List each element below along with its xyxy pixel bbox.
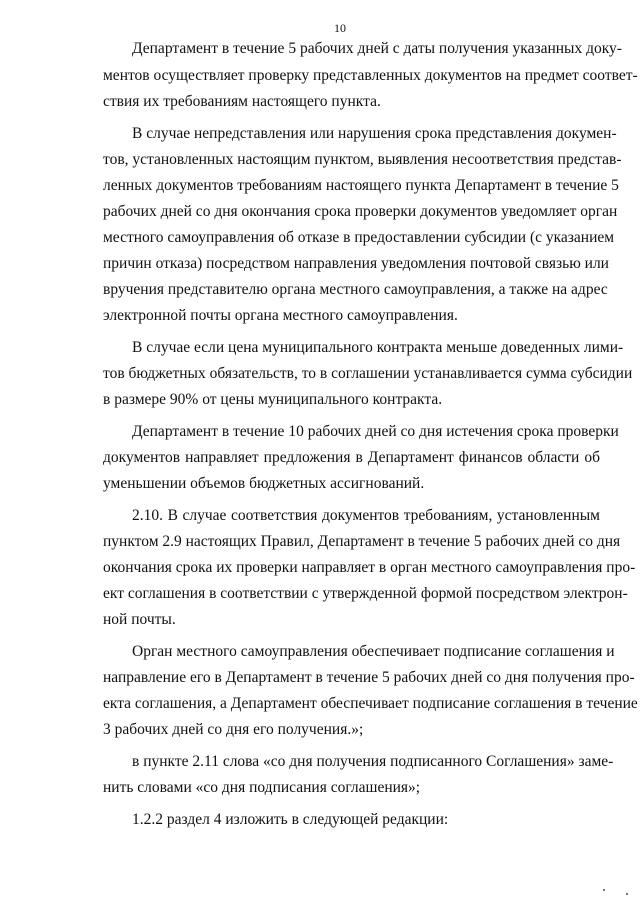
text-line: рабочих дней со дня окончания срока проверки документов уведомляет орган xyxy=(103,203,618,220)
text-line: Департамент в течение 5 рабочих дней с даты получения указанных доку- xyxy=(132,40,622,57)
text-line: Департамент в течение 10 рабочих дней со дня истечения срока проверки xyxy=(132,423,619,440)
text-line: тов, установленных настоящим пунктом, выявления несоответствия представ- xyxy=(103,151,622,168)
text-line: ментов осуществляет проверку представленных документов на предмет соответ- xyxy=(103,67,638,84)
scan-speck xyxy=(626,893,628,895)
text-line: местного самоуправления об отказе в предоставлении субсидии (с указанием xyxy=(103,229,615,246)
text-line: пунктом 2.9 настоящих Правил, Департамент в течение 5 рабочих дней со дня xyxy=(103,533,621,550)
text-line: в размере 90% от цены муниципального контракта. xyxy=(103,391,443,408)
text-line: Орган местного самоуправления обеспечивает подписание соглашения и xyxy=(132,643,615,660)
text-line: В случае если цена муниципального контракта меньше доведенных лими- xyxy=(132,339,624,356)
text-line: документов направляет предложения в Департамент финансов области об xyxy=(103,449,600,466)
text-line: окончания срока их проверки направляет в орган местного самоуправления про- xyxy=(103,559,636,576)
text-line: 1.2.2 раздел 4 изложить в следующей редакции: xyxy=(132,811,449,828)
text-line: в пункте 2.11 слова «со дня получения подписанного Соглашения» заме- xyxy=(132,753,614,770)
text-line: вручения представителю органа местного самоуправления, а также на адрес xyxy=(103,281,608,298)
text-line: В случае непредставления или нарушения срока представления докумен- xyxy=(132,125,617,142)
text-line: тов бюджетных обязательств, то в соглашении устанавливается сумма субсидии xyxy=(103,365,633,382)
page-number: 10 xyxy=(334,21,346,35)
text-line: 2.10. В случае соответствия документов требованиям, установленным xyxy=(132,507,600,524)
text-line: причин отказа) посредством направления уведомления почтовой связью или xyxy=(103,255,609,272)
text-line: 3 рабочих дней со дня его получения.»; xyxy=(103,721,364,738)
text-line: екта соглашения, а Департамент обеспечивает подписание соглашения в течение xyxy=(103,695,638,712)
text-line: нить словами «со дня подписания соглашения»; xyxy=(103,779,421,796)
text-line: ствия их требованиям настоящего пункта. xyxy=(103,93,381,110)
text-line: ленных документов требованиям настоящего пункта Департамент в течение 5 xyxy=(103,177,619,194)
text-line: ной почты. xyxy=(103,611,176,628)
text-line: ект соглашения в соответствии с утвержденной формой посредством электрон- xyxy=(103,585,628,602)
text-line: уменьшении объемов бюджетных ассигнований. xyxy=(103,475,425,492)
scan-speck xyxy=(603,889,605,891)
text-line: направление его в Департамент в течение 5 рабочих дней со дня получения про- xyxy=(103,669,635,686)
text-line: электронной почты органа местного самоуправления. xyxy=(103,307,458,324)
